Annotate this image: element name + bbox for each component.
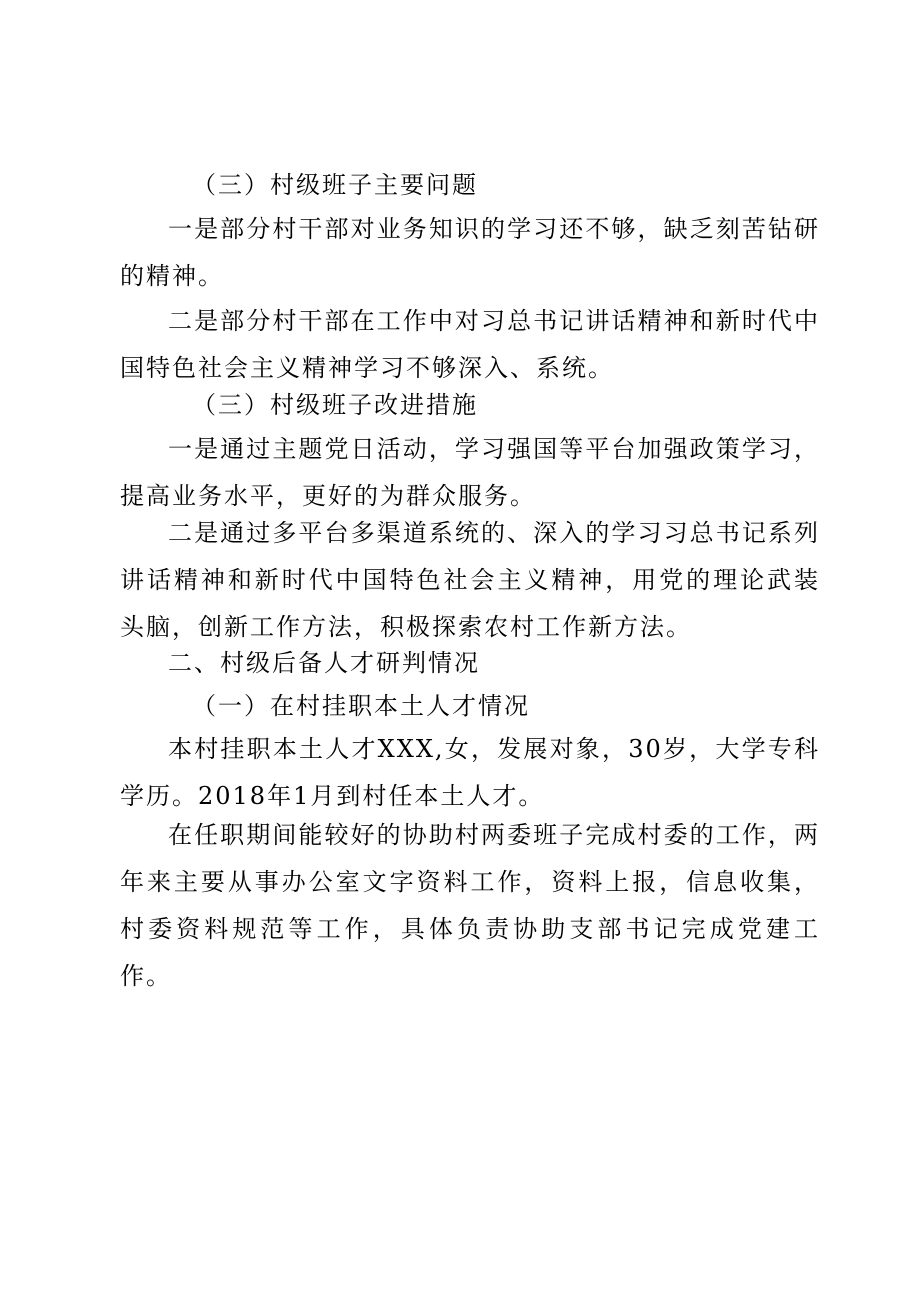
paragraph-problem-1 [120, 206, 820, 300]
paragraph-text: 本村挂职本土人才XXX,女，发展对象，30岁，大学专科学历。2018年1月到村任本土人才。 [120, 735, 820, 810]
section-heading-reserve-talent [120, 640, 820, 687]
heading-text: （三）村级班子主要问题 [192, 171, 478, 199]
paragraph-text: 二是通过多平台多渠道系统的、深入的学习习总书记系列讲话精神和新时代中国特色社会主义精神，用党的理论武装头脑，创新工作方法，积极探索农村工作新方法。 [120, 519, 820, 641]
paragraph-measure-1 [120, 426, 820, 520]
heading-text: （三）村级班子改进措施 [192, 391, 478, 419]
section-heading-measures [120, 382, 820, 429]
paragraph-problem-2 [120, 298, 820, 392]
paragraph-text: 二是部分村干部在工作中对习总书记讲话精神和新时代中国特色社会主义精神学习不够深入、系统。 [120, 307, 820, 382]
paragraph-text: 在任职期间能较好的协助村两委班子完成村委的工作，两年来主要从事办公室文字资料工作，资料上报，信息收集，村委资料规范等工作，具体负责协助支部书记完成党建工作。 [120, 821, 820, 990]
section-heading-problems [120, 162, 820, 209]
heading-text: 二、村级后备人才研判情况 [168, 649, 480, 677]
heading-text: （一）在村挂职本土人才情况 [192, 692, 530, 720]
paragraph-text: 一是通过主题党日活动，学习强国等平台加强政策学习，提高业务水平，更好的为群众服务。 [120, 435, 820, 510]
paragraph-talent-work [120, 812, 820, 1000]
paragraph-text: 一是部分村干部对业务知识的学习还不够，缺乏刻苦钻研的精神。 [120, 215, 820, 290]
paragraph-measure-2 [120, 510, 820, 651]
subsection-heading-local-talent [120, 683, 820, 730]
paragraph-talent-profile [120, 726, 820, 820]
